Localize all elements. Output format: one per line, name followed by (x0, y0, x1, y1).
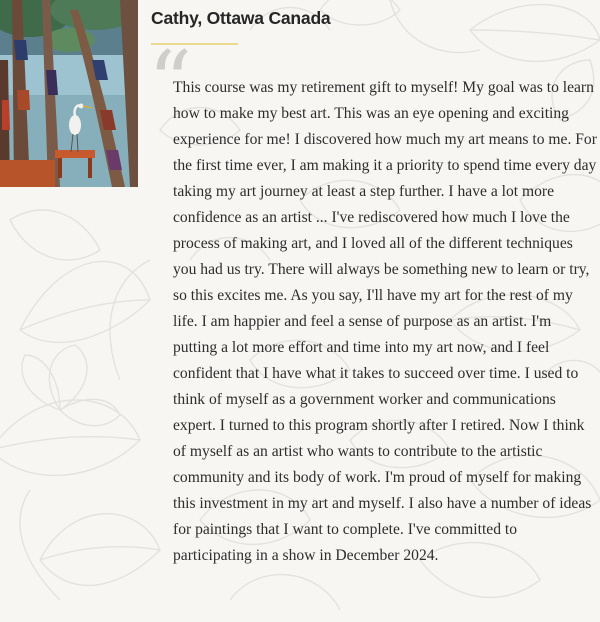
author-name: Cathy, Ottawa Canada (151, 8, 331, 28)
quote-icon: “ (148, 33, 192, 133)
author-painting-image (0, 0, 138, 187)
testimonial-quote: This course was my retirement gift to myself! My goal was to learn how to make my best art. This was an eye opening and exciting experience for me! I discovered how much my art means to me. For the first time ever, I am making it a priority to spend time every day taking my art journey at least a step further. I have a lot more confidence as an artist ... I've rediscovered how much I love the process of making art, and I loved all of the different techniques you had us try. There will always be something new to learn or try, so this excites me. As you say, I'll have my art for the rest of my life. I am happier and feel a sense of purpose as an artist. I'm putting a lot more effort and time into my art now, and I feel confident that I have what it takes to succeed over time. I used to think of myself as a government worker and communications expert. I turned to this program shortly after I retired. Now I think of myself as an artist who wants to contribute to the artistic community and its body of work. I'm proud of myself for making this investment in my art and myself. I also have a number of ideas for paintings that I want to complete. I've committed to participating in a show in December 2024. (173, 79, 597, 564)
